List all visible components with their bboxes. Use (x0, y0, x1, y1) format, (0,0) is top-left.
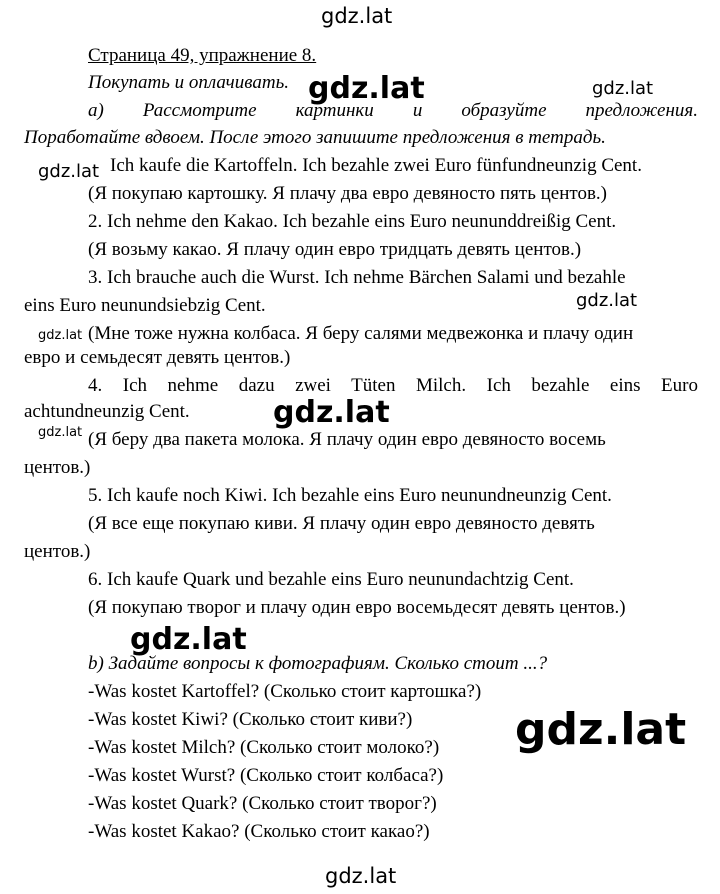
item-line: 6. Ich kaufe Quark und bezahle eins Euro neunundachtzig Cent. (88, 569, 574, 590)
watermark: gdz.lat (273, 395, 390, 430)
question-line: -Was kostet Wurst? (Сколько стоит колбаса?) (88, 765, 444, 786)
task-title: Покупать и оплачивать. (88, 72, 289, 93)
watermark: gdz.lat (592, 78, 654, 99)
item-line: Ich kaufe die Kartoffeln. Ich bezahle zwei Euro fünfundneunzig Cent. (110, 155, 642, 176)
watermark-bottom: gdz.lat (325, 864, 397, 888)
question-line: -Was kostet Milch? (Сколько стоит молоко?) (88, 737, 440, 758)
watermark: gdz.lat (308, 71, 425, 106)
item-line: центов.) (24, 457, 91, 478)
item-line: (Мне тоже нужна колбаса. Я беру салями медвежонка и плачу один (88, 323, 634, 344)
page-header: Страница 49, упражнение 8. (88, 45, 317, 66)
item-line: 3. Ich brauche auch die Wurst. Ich nehme Bärchen Salami und bezahle (88, 267, 626, 288)
item-line: (Я беру два пакета молока. Я плачу один евро девяносто восемь (88, 429, 606, 450)
task-a-line-1: а) Рассмотрите картинки и образуйте предложения. (88, 100, 698, 121)
question-line: -Was kostet Quark? (Сколько стоит творог?) (88, 793, 437, 814)
watermark: gdz.lat (130, 622, 247, 657)
watermark-top: gdz.lat (321, 4, 393, 28)
item-line: 5. Ich kaufe noch Kiwi. Ich bezahle eins Euro neunundneunzig Cent. (88, 485, 612, 506)
item-line: 4. Ich nehme dazu zwei Tüten Milch. Ich bezahle eins Euro (88, 375, 698, 396)
watermark: gdz.lat (38, 328, 83, 343)
item-line: (Я все еще покупаю киви. Я плачу один евро девяносто девять (88, 513, 595, 534)
watermark: gdz.lat (38, 161, 100, 182)
item-line: eins Euro neunundsiebzig Cent. (24, 295, 266, 316)
item-line: центов.) (24, 541, 91, 562)
item-line: 2. Ich nehme den Kakao. Ich bezahle eins Euro neununddreißig Cent. (88, 211, 617, 232)
watermark-large: gdz.lat (515, 704, 687, 755)
watermark: gdz.lat (576, 290, 638, 311)
task-b: b) Задайте вопросы к фотографиям. Сколько стоит ...? (88, 653, 548, 674)
question-line: -Was kostet Kakao? (Сколько стоит какао?) (88, 821, 430, 842)
item-line: (Я покупаю творог и плачу один евро восемьдесят девять центов.) (88, 597, 626, 618)
item-line: (Я возьму какао. Я плачу один евро тридцать девять центов.) (88, 239, 582, 260)
item-line: евро и семьдесят девять центов.) (24, 347, 291, 368)
item-line: (Я покупаю картошку. Я плачу два евро девяносто пять центов.) (88, 183, 608, 204)
item-line: achtundneunzig Cent. (24, 401, 190, 422)
task-a-line-2: Поработайте вдвоем. После этого запишите предложения в тетрадь. (24, 127, 606, 148)
question-line: -Was kostet Kiwi? (Сколько стоит киви?) (88, 709, 413, 730)
question-line: -Was kostet Kartoffel? (Сколько стоит картошка?) (88, 681, 482, 702)
watermark: gdz.lat (38, 425, 83, 440)
